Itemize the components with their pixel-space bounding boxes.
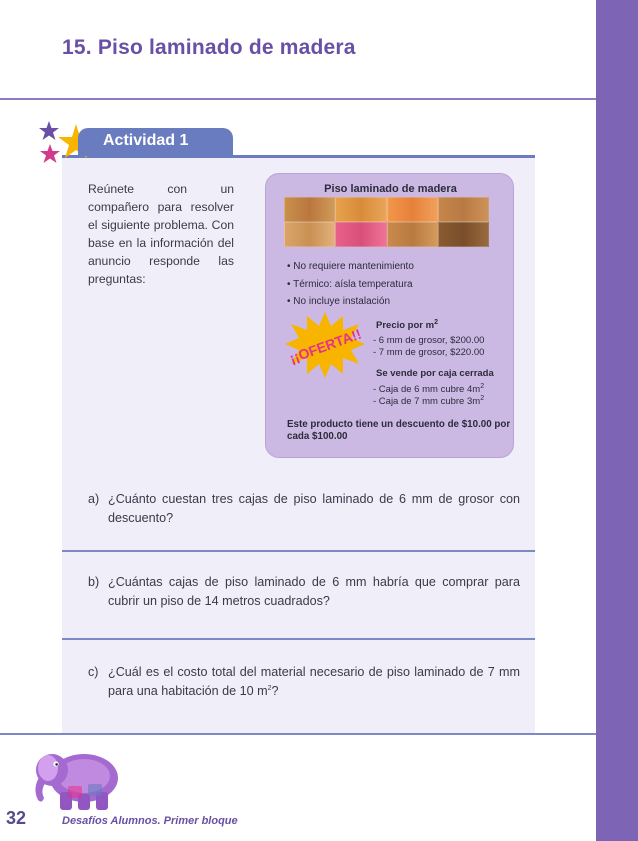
box-heading: Se vende por caja cerrada bbox=[376, 368, 494, 379]
header bbox=[0, 0, 596, 100]
box-item-sup: 2 bbox=[480, 394, 485, 402]
question-text-end: ? bbox=[271, 684, 279, 698]
wood-sample bbox=[335, 222, 386, 247]
ad-bullet: • No requiere mantenimiento bbox=[287, 258, 414, 276]
offer-text: ¡¡OFERTA!! bbox=[287, 325, 364, 367]
ad-bullets bbox=[287, 258, 414, 311]
intro-text: Reúnete con un compañero para resolver el siguiente problema. Con base en la información del anuncio responde las preguntas: bbox=[88, 182, 234, 286]
box-item bbox=[373, 384, 484, 396]
wood-sample bbox=[438, 222, 489, 247]
wood-sample bbox=[284, 197, 335, 222]
divider bbox=[62, 638, 535, 640]
box-item-text: - Caja de 6 mm cubre 4m bbox=[373, 384, 481, 395]
price-heading bbox=[376, 320, 438, 331]
question-letter: a) bbox=[88, 492, 100, 506]
question-c bbox=[88, 663, 520, 701]
question-letter: b) bbox=[88, 575, 100, 589]
divider bbox=[62, 550, 535, 552]
wood-sample bbox=[438, 197, 489, 222]
product-ad bbox=[265, 173, 514, 458]
page-number: 32 bbox=[6, 808, 27, 828]
question-text bbox=[108, 663, 520, 701]
price-item: - 6 mm de grosor, $200.00 bbox=[373, 335, 485, 346]
ad-bullet: • Térmico: aísla temperatura bbox=[287, 276, 414, 294]
wood-samples bbox=[284, 197, 489, 247]
ad-bullet: • No incluye instalación bbox=[287, 293, 414, 311]
question-text: ¿Cuánto cuestan tres cajas de piso laminado de 6 mm de grosor con descuento? bbox=[108, 492, 520, 525]
price-item: - 7 mm de grosor, $220.00 bbox=[373, 347, 485, 358]
question-b bbox=[88, 573, 520, 611]
elephant-mascot-icon bbox=[26, 742, 122, 814]
price-list bbox=[373, 335, 484, 359]
wood-sample bbox=[387, 222, 438, 247]
box-list bbox=[373, 384, 484, 408]
question-text-main: ¿Cuál es el costo total del material necesario de piso laminado de 7 mm para una habitación de 10 m bbox=[108, 665, 520, 698]
box-item-sup: 2 bbox=[480, 382, 485, 390]
box-item-text: - Caja de 7 mm cubre 3m bbox=[373, 396, 481, 407]
price-heading-text: Precio por m bbox=[376, 320, 435, 331]
wood-sample bbox=[335, 197, 386, 222]
panel-bottom-border bbox=[0, 733, 596, 735]
page-title: 15. Piso laminado de madera bbox=[62, 36, 356, 59]
question-a bbox=[88, 490, 520, 528]
ad-title: Piso laminado de madera bbox=[324, 183, 457, 195]
question-text: ¿Cuántas cajas de piso laminado de 6 mm habría que comprar para cubrir un piso de 14 metros cuadrados? bbox=[108, 575, 520, 608]
wood-sample bbox=[387, 197, 438, 222]
question-letter: c) bbox=[88, 665, 99, 679]
price-heading-sup: 2 bbox=[434, 318, 438, 326]
ad-discount-note: Este producto tiene un descuento de $10.00 por cada $100.00 bbox=[287, 419, 511, 442]
question-text-sup: 2 bbox=[267, 684, 272, 692]
box-item bbox=[373, 396, 484, 408]
offer-burst-icon bbox=[283, 310, 367, 380]
activity-label: Actividad 1 bbox=[103, 132, 189, 149]
right-accent-bar bbox=[596, 0, 638, 841]
wood-sample bbox=[284, 222, 335, 247]
footer-text: Desafíos Alumnos. Primer bloque bbox=[62, 815, 238, 827]
